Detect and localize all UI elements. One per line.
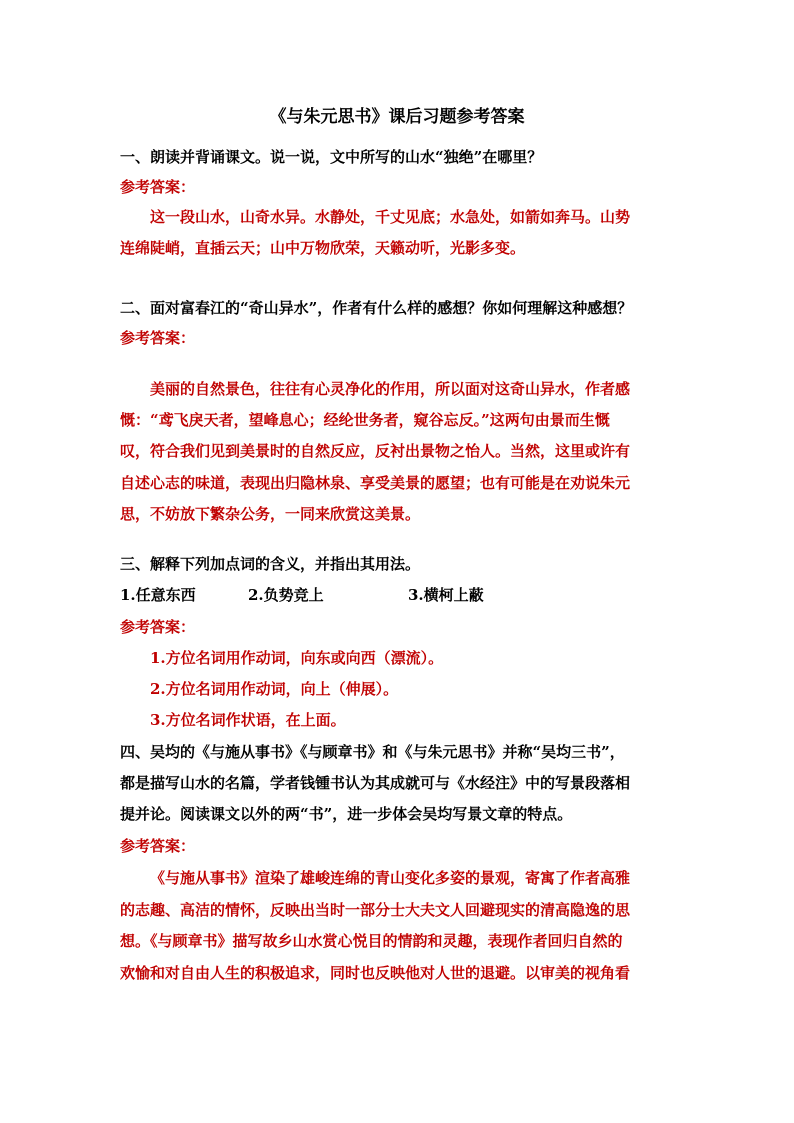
option-1: 1.任意东西 [120, 586, 196, 604]
page-title: 《与朱元思书》课后习题参考答案 [269, 107, 525, 127]
question-3-options [120, 580, 680, 610]
question-1: 一、朗读并背诵课文。说一说，文中所写的山水“独绝”在哪里？ [120, 148, 543, 166]
option-3: 3.横柯上蔽 [408, 586, 484, 604]
answer-4-line-3: 想。《与顾章书》描写故乡山水赏心悦目的情韵和灵趣，表现作者回归自然的 [120, 932, 623, 950]
answer-3-item-1: 1.方位名词用作动词，向东或向西（漂流）。 [150, 649, 444, 667]
answer-1-line-1: 这一段山水，山奇水异。水静处，千丈见底；水急处，如箭如奔马。山势 [150, 208, 631, 226]
answer-label-3: 参考答案： [120, 618, 196, 636]
answer-2-line-5: 思，不妨放下繁杂公务，一同来欣赏这美景。 [120, 505, 421, 523]
answer-2-line-2: 慨：“鸢飞戾天者，望峰息心；经纶世务者，窥谷忘反。”这两句由景而生慨 [120, 411, 610, 429]
answer-2-line-1: 美丽的自然景色，往往有心灵净化的作用，所以面对这奇山异水，作者感 [150, 380, 631, 398]
answer-3-item-3: 3.方位名词作状语，在上面。 [150, 711, 346, 729]
question-4-line-1: 四、吴均的《与施从事书》《与顾章书》和《与朱元思书》并称“吴均三书”， [120, 743, 625, 761]
answer-4-line-4: 欢愉和对自由人生的积极追求，同时也反映他对人世的退避。以审美的视角看 [120, 964, 631, 982]
question-2: 二、面对富春江的“奇山异水”，作者有什么样的感想？你如何理解这种感想？ [120, 299, 633, 317]
answer-label-4: 参考答案： [120, 837, 196, 855]
option-2: 2.负势竞上 [248, 586, 324, 604]
answer-4-line-2: 的志趣、高洁的情怀，反映出当时一部分士大夫文人回避现实的清高隐逸的思 [120, 901, 631, 919]
answer-label-1: 参考答案： [120, 178, 196, 196]
answer-1-line-2: 连绵陡峭，直插云天；山中万物欣荣，天籁动听，光影多变。 [120, 239, 526, 257]
answer-2-line-4: 自述心志的味道，表现出归隐林泉、享受美景的愿望；也有可能是在劝说朱元 [120, 474, 631, 492]
answer-label-2: 参考答案： [120, 329, 196, 347]
answer-4-line-1: 《与施从事书》渲染了雄峻连绵的青山变化多姿的景观，寄寓了作者高雅 [150, 869, 631, 887]
answer-3-item-2: 2.方位名词用作动词，向上（伸展）。 [150, 680, 399, 698]
question-4-line-3: 提并论。阅读课文以外的两“书”，进一步体会吴均写景文章的特点。 [120, 805, 573, 823]
answer-2-line-3: 叹，符合我们见到美景时的自然反应，反衬出景物之怡人。当然，这里或许有 [120, 442, 631, 460]
question-3: 三、解释下列加点词的含义，并指出其用法。 [120, 555, 421, 573]
question-4-line-2: 都是描写山水的名篇，学者钱锺书认为其成就可与《水经注》中的写景段落相 [120, 774, 631, 792]
